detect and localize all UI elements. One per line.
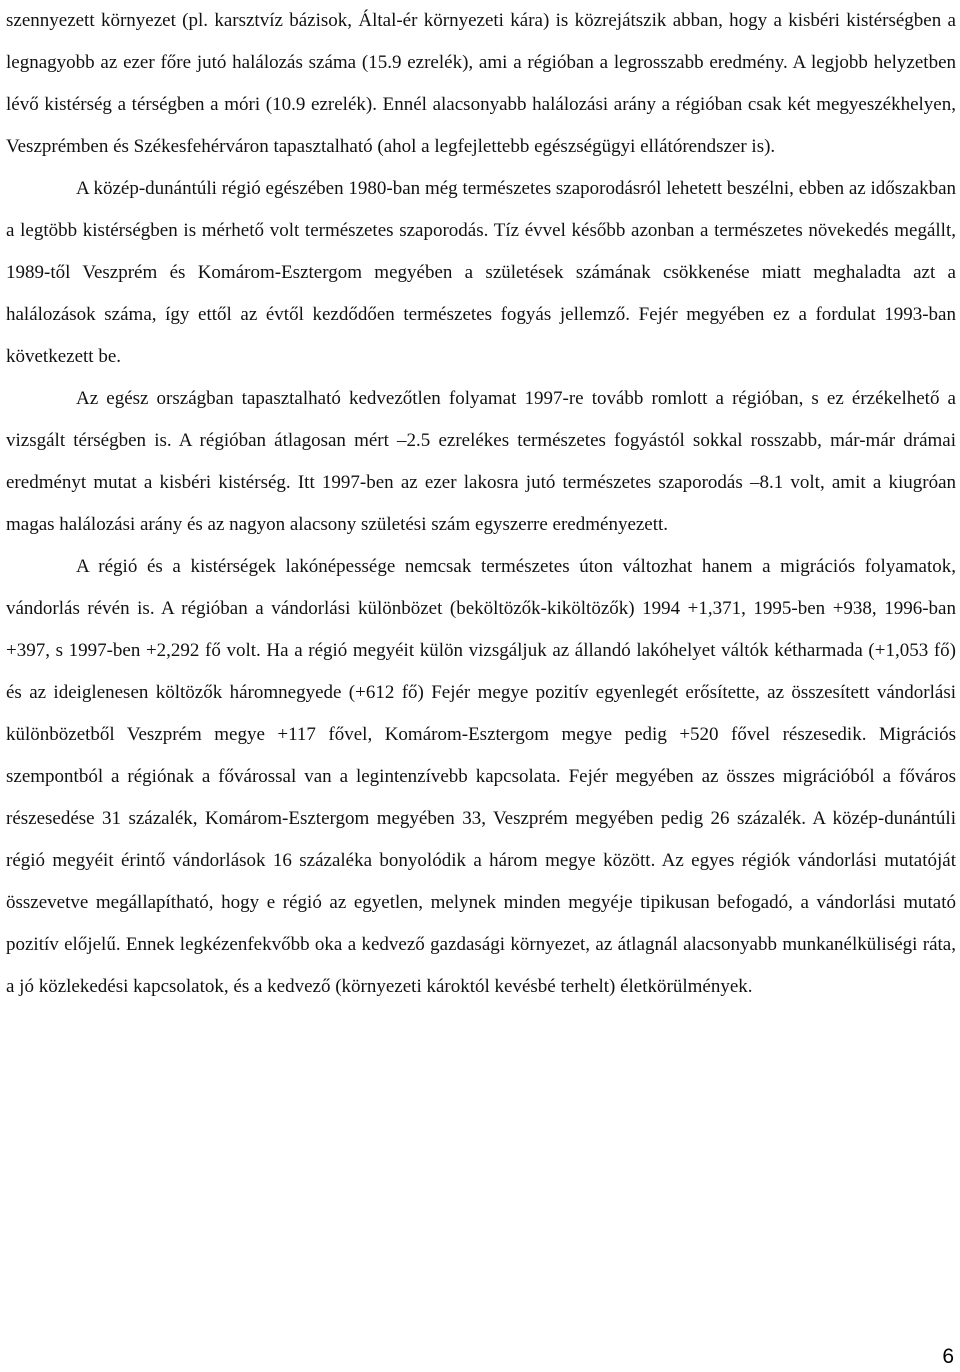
- page-number: 6: [942, 1345, 954, 1368]
- paragraph-1997-decline: Az egész országban tapasztalható kedvezőtlen folyamat 1997-re tovább romlott a régióban, s ez érzékelhető a vizsgált térségben is. A régióban átlagosan mért –2.5 ezrelékes természetes fogyástól sokkal rosszabb, már-már drámai eredményt mutat a kisbéri kistérség. Itt 1997-ben az ezer lakosra jutó természetes szaporodás –8.1 volt, amit a kiugróan magas halálozási arány és az nagyon alacsony születési szám egyszerre eredményezett.: [6, 388, 956, 535]
- paragraph-migration: A régió és a kistérségek lakónépessége nemcsak természetes úton változhat hanem a migrációs folyamatok, vándorlás révén is. A régióban a vándorlási különbözet (beköltözők-kiköltözők) 1994 +1,371, 1995-ben +938, 1996-ban +397, s 1997-ben +2,292 fő volt. Ha a régió megyéit külön vizsgáljuk az állandó lakóhelyet váltók kétharmada (+1,053 fő) és az ideiglenesen költözők háromnegyede (+612 fő) Fejér megye pozitív egyenlegét erősítette, az összesített vándorlási különbözetből Veszprém megye +117 fővel, Komárom-Esztergom megye pedig +520 fővel részesedik. Migrációs szempontból a régiónak a fővárossal van a legintenzívebb kapcsolata. Fejér megyében az összes migrációból a főváros részesedése 31 százalék, Komárom-Esztergom megyében 33, Veszprém megyében pedig 26 százalék. A közép-dunántúli régió megyéit érintő vándorlások 16 százaléka bonyolódik a három megye között. Az egyes régiók vándorlási mutatóját összevetve megállapítható, hogy e régió az egyetlen, melynek minden megyéje tipikusan befogadó, a vándorlási mutató pozitív előjelű. Ennek legkézenfekvőbb oka a kedvező gazdasági környezet, az átlagnál alacsonyabb munkanélküliségi ráta, a jó közlekedési kapcsolatok, és a kedvező (környezeti károktól kevésbé terhelt) életkörülmények.: [6, 556, 956, 997]
- paragraph-natural-growth: A közép-dunántúli régió egészében 1980-ban még természetes szaporodásról lehetett beszélni, ebben az időszakban a legtöbb kistérségben is mérhető volt természetes szaporodás. Tíz évvel később azonban a természetes növekedés megállt, 1989-től Veszprém és Komárom-Esztergom megyében a születések számának csökkenése miatt meghaladta azt a halálozások száma, így ettől az évtől kezdődően természetes fogyás jellemző. Fejér megyében ez a fordulat 1993-ban következett be.: [6, 178, 956, 367]
- document-page: [6, 0, 956, 1008]
- paragraph-continuation: szennyezett környezet (pl. karsztvíz bázisok, Által-ér környezeti kára) is közrejátszik abban, hogy a kisbéri kistérségben a legnagyobb az ezer főre jutó halálozás száma (15.9 ezrelék), ami a régióban a legrosszabb eredmény. A legjobb helyzetben lévő kistérség a térségben a móri (10.9 ezrelék). Ennél alacsonyabb halálozási arány a régióban csak két megyeszékhelyen, Veszprémben és Székesfehérváron tapasztalható (ahol a legfejlettebb egészségügyi ellátórendszer is).: [6, 10, 956, 157]
